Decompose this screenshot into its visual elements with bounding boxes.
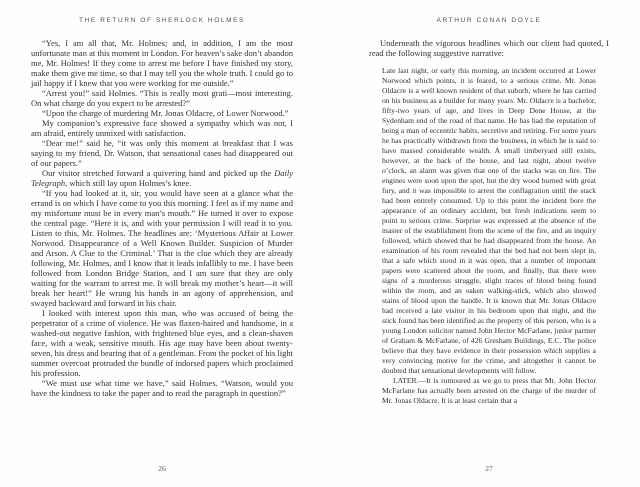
right-page — [369, 0, 609, 487]
text-segment: “Yes, I am all that, Mr. Holmes; and, in addition, I am the most unfortunate man at this moment in London. For heaven’s sake don’t abandon me, Mr. Holmes! If they come to arrest me before I have finished my story, make them give me time, so that I may tell you the whole truth. I could go to jail happy if I knew that you were working for me outside.” — [31, 38, 293, 88]
paragraph — [31, 138, 293, 168]
text-segment: , which still lay upon Holmes’s knee. — [65, 178, 192, 188]
paragraph — [31, 88, 293, 108]
text-segment: “Dear me!” said he, “it was only this moment at breakfast that I was saying to my friend, Dr. Watson, that sensational cases had disappeared out of our papers.” — [31, 138, 293, 168]
paragraph — [382, 376, 596, 406]
paragraph — [31, 188, 293, 308]
left-page-number: 26 — [158, 464, 166, 473]
paragraph — [31, 168, 293, 188]
text-segment: My companion’s expressive face showed a sympathy which was not, I am afraid, entirely unmixed with satisfaction. — [31, 118, 293, 138]
paragraph — [382, 66, 596, 376]
paragraph — [31, 108, 293, 118]
paragraph — [369, 38, 609, 58]
text-segment: LATER.—It is rumoured as we go to press that Mr. John Hector McFarlane has actually been arrested on the charge of the murder of Mr. Jonas Oldacre. It is at least certain that a — [382, 376, 596, 405]
text-segment: I looked with interest upon this man, who was accused of being the perpetrator of a crime of violence. He was flaxen-haired and handsome, in a washed-out negative fashion, with frightened blue eyes, and a clean-shaven face, with a weak, sensitive mouth. His age may have been about twenty-seven, his dress and bearing that of a gentleman. From the pocket of his light summer overcoat protruded the bundle of indorsed papers which proclaimed his profession. — [31, 308, 293, 378]
newspaper-extract — [382, 66, 596, 406]
paragraph — [31, 378, 293, 398]
right-page-number: 27 — [485, 464, 493, 473]
right-page-text — [369, 38, 609, 406]
text-segment: “Upon the charge of murdering Mr. Jonas Oldacre, of Lower Norwood.” — [42, 108, 289, 118]
text-segment: “We must use what time we have,” said Holmes. “Watson, would you have the kindness to take the paper and to read the paragraph in question?” — [31, 378, 293, 398]
narrative-intro — [369, 38, 609, 58]
text-segment: “Arrest you!” said Holmes. “This is really most grati—most interesting. On what charge do you expect to be arrested?” — [31, 88, 293, 108]
right-running-head: ARTHUR CONAN DOYLE — [436, 17, 542, 24]
left-page-text — [31, 38, 293, 398]
left-running-head: THE RETURN OF SHERLOCK HOLMES — [79, 17, 245, 24]
paragraph — [31, 38, 293, 88]
text-segment: Late last night, or early this morning, an incident occurred at Lower Norwood which points, it is feared, to a serious crime. Mr. Jonas Oldacre is a well known resident of that suburb, where he has carried on his business as a builder for many years. Mr. Oldacre is a bachelor, fifty-two years of age, and lives in Deep Dene House, at the Sydenham end of the road of that name. He has had the reputation of being a man of eccentric habits, secretive and retiring. For some years he has practically withdrawn from the business, in which he is said to have massed considerable wealth. A small timberyard still exists, however, at the back of the house, and last night, about twelve o’clock, an alarm was given that one of the stacks was on fire. The engines were soon upon the spot, but the dry wood burned with great fury, and it was impossible to arrest the conflagration until the stack had been entirely consumed. Up to this point the incident bore the appearance of an ordinary accident, but fresh indications seem to point to serious crime. Surprise was expressed at the absence of the master of the establishment from the scene of the fire, and an inquiry followed, which showed that he had disappeared from the house. An examination of his room revealed that the bed had not been slept in, that a safe which stood in it was open, that a number of important papers were scattered about the room, and finally, that there were signs of a murderous struggle, slight traces of blood being found within the room, and an oaken walking-stick, which also showed stains of blood upon the handle. It is known that Mr. Jonas Oldacre had received a late visitor in his bedroom upon that night, and the stick found has been identified as the property of this person, who is a young London solicitor named John Hector McFarlane, junior partner of Graham & McFarlane, of 426 Gresham Buildings, E.C. The police believe that they have evidence in their possession which supplies a very convincing motive for the crime, and altogether it cannot be doubted that sensational developments will follow. — [382, 66, 596, 375]
left-page — [31, 0, 293, 487]
text-segment: Our visitor stretched forward a quivering hand and picked up the — [42, 168, 275, 178]
paragraph — [31, 308, 293, 378]
text-segment: Underneath the vigorous headlines which our client had quoted, I read the following suggestive narrative: — [369, 38, 609, 58]
paragraph — [31, 118, 293, 138]
text-segment: “If you had looked at it, sir, you would have seen at a glance what the errand is on which I have come to you this morning. I feel as if my name and my misfortune must be in every man’s mouth.” He turned it over to expose the central page. “Here it is, and with your permission I will read it to you. Listen to this, Mr. Holmes. The headlines are: ‘Mysterious Affair at Lower Norwood. Disappearance of a Well Known Builder. Suspicion of Murder and Arson. A Clue to the Criminal.’ That is the clue which they are already following, Mr. Holmes, and I know that it leads infallibly to me. I have been followed from London Bridge Station, and I am sure that they are only waiting for the warrant to arrest me. It will break my mother’s heart—it will break her heart!” He wrung his hands in an agony of apprehension, and swayed backward and forward in his chair. — [31, 188, 294, 308]
italic-text: Daily Telegraph — [31, 168, 293, 188]
